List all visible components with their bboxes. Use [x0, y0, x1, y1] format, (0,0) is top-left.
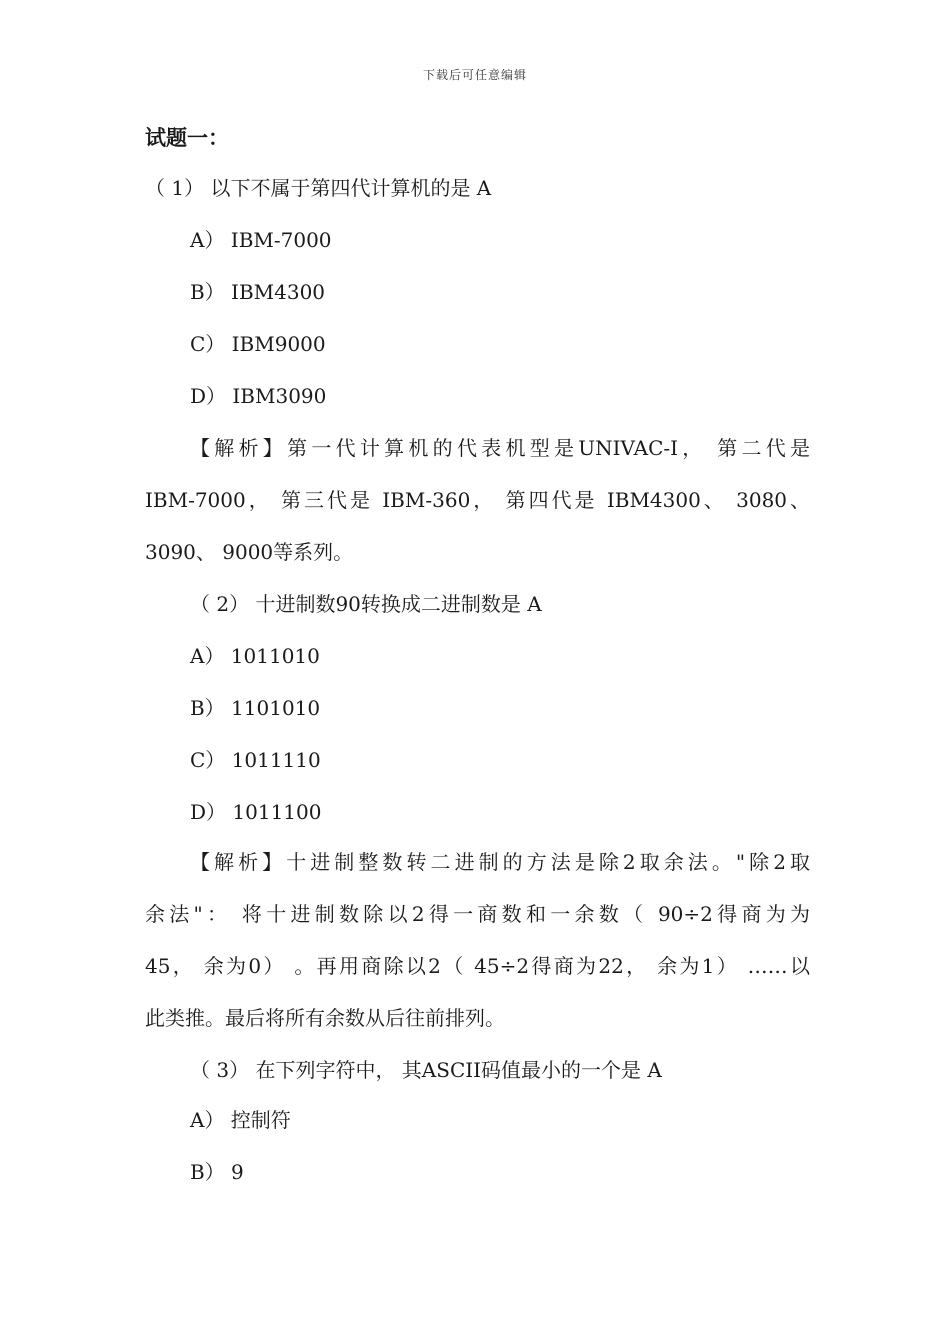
question-2-option-d: D） 1011100	[190, 800, 322, 824]
question-2-analysis-line-4: 此类推。最后将所有余数从后往前排列。	[145, 1006, 505, 1030]
question-1-analysis-line-2: IBM-7000， 第三代是 IBM-360， 第四代是 IBM4300、 3080、	[145, 488, 810, 512]
section-title: 试题一：	[145, 125, 229, 150]
question-2-option-a: A） 1011010	[190, 644, 320, 668]
question-2-stem: （ 2） 十进制数90转换成二进制数是 A	[190, 592, 542, 616]
question-2-option-c: C） 1011110	[190, 748, 321, 772]
question-1-option-a: A） IBM-7000	[190, 228, 332, 252]
question-1-option-d: D） IBM3090	[190, 384, 327, 408]
question-1-option-c: C） IBM9000	[190, 332, 326, 356]
question-2-analysis-line-1: 【解析】十进制整数转二进制的方法是除2取余法。"除2取	[190, 850, 810, 874]
question-1-stem: （ 1） 以下不属于第四代计算机的是 A	[145, 176, 492, 200]
question-3-option-a: A） 控制符	[190, 1108, 291, 1132]
question-3-stem: （ 3） 在下列字符中， 其ASCII码值最小的一个是 A	[190, 1058, 662, 1082]
question-3-option-b: B） 9	[190, 1160, 244, 1184]
question-2-analysis-line-3: 45， 余为0） 。再用商除以2（ 45÷2得商为22， 余为1） ……以	[145, 954, 810, 978]
question-1-analysis-line-3: 3090、 9000等系列。	[145, 540, 354, 564]
question-1-option-b: B） IBM4300	[190, 280, 326, 304]
question-2-analysis-line-2: 余法"： 将十进制数除以2得一商数和一余数（ 90÷2得商为为	[145, 902, 810, 926]
question-1-analysis-line-1: 【解析】第一代计算机的代表机型是UNIVAC-I， 第二代是	[190, 436, 810, 460]
page-header-note: 下载后可任意编辑	[422, 68, 527, 82]
question-2-option-b: B） 1101010	[190, 696, 321, 720]
